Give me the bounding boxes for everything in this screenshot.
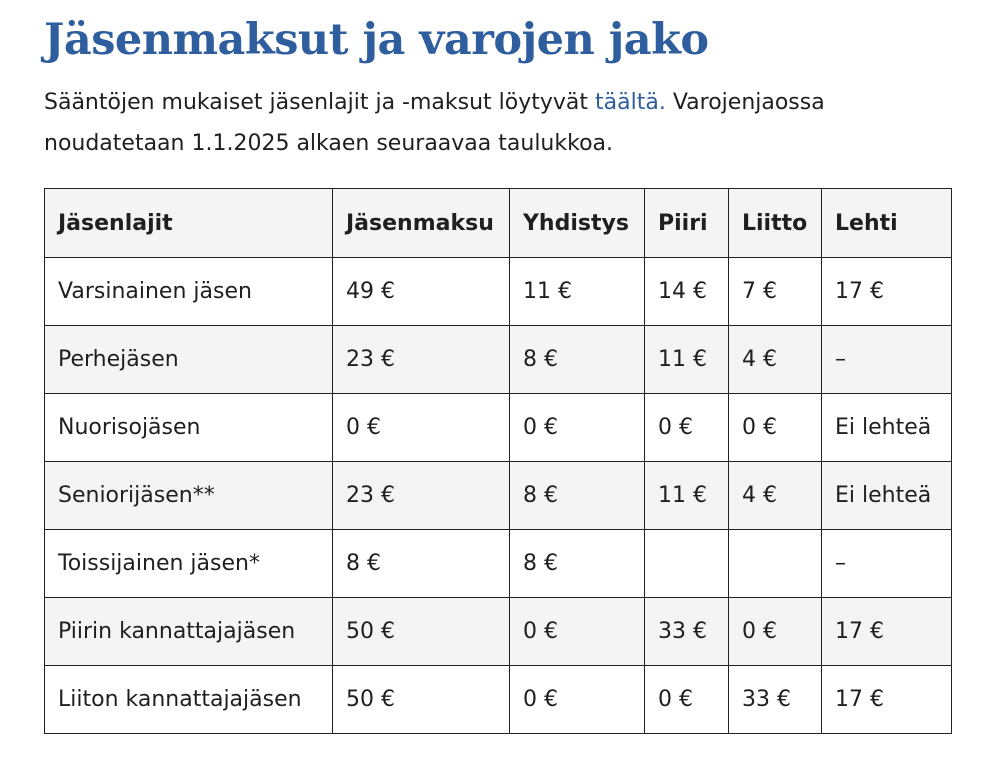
cell-member-type: Liiton kannattajajäsen bbox=[45, 666, 333, 734]
cell-membership-fee: 23 € bbox=[333, 462, 510, 530]
cell-association: 8 € bbox=[510, 462, 645, 530]
cell-magazine: Ei lehteä bbox=[822, 462, 952, 530]
header-magazine: Lehti bbox=[822, 189, 952, 258]
cell-federation: 7 € bbox=[729, 258, 822, 326]
table-header-row bbox=[45, 189, 952, 258]
cell-magazine: – bbox=[822, 326, 952, 394]
cell-district: 0 € bbox=[645, 394, 729, 462]
table-row bbox=[45, 394, 952, 462]
cell-federation: 4 € bbox=[729, 462, 822, 530]
table-row bbox=[45, 666, 952, 734]
table-row bbox=[45, 530, 952, 598]
cell-district bbox=[645, 530, 729, 598]
cell-federation: 4 € bbox=[729, 326, 822, 394]
header-federation: Liitto bbox=[729, 189, 822, 258]
cell-member-type: Perhejäsen bbox=[45, 326, 333, 394]
cell-membership-fee: 50 € bbox=[333, 598, 510, 666]
intro-paragraph bbox=[44, 82, 952, 164]
cell-member-type: Toissijainen jäsen* bbox=[45, 530, 333, 598]
table-row bbox=[45, 598, 952, 666]
cell-magazine: 17 € bbox=[822, 666, 952, 734]
header-district: Piiri bbox=[645, 189, 729, 258]
cell-association: 0 € bbox=[510, 598, 645, 666]
cell-association: 8 € bbox=[510, 530, 645, 598]
cell-magazine: Ei lehteä bbox=[822, 394, 952, 462]
cell-member-type: Varsinainen jäsen bbox=[45, 258, 333, 326]
cell-membership-fee: 8 € bbox=[333, 530, 510, 598]
cell-district: 14 € bbox=[645, 258, 729, 326]
cell-member-type: Nuorisojäsen bbox=[45, 394, 333, 462]
fee-distribution-table bbox=[44, 188, 952, 734]
cell-association: 8 € bbox=[510, 326, 645, 394]
cell-federation: 0 € bbox=[729, 598, 822, 666]
cell-association: 0 € bbox=[510, 666, 645, 734]
cell-district: 11 € bbox=[645, 462, 729, 530]
cell-federation: 33 € bbox=[729, 666, 822, 734]
cell-district: 11 € bbox=[645, 326, 729, 394]
article-content bbox=[44, 0, 952, 712]
cell-association: 11 € bbox=[510, 258, 645, 326]
cell-member-type: Piirin kannattajajäsen bbox=[45, 598, 333, 666]
intro-text-continued: Varojenjaossa noudatetaan 1.1.2025 alkaen seuraavaa taulukkoa. bbox=[44, 90, 825, 156]
header-membership-fee: Jäsenmaksu bbox=[333, 189, 510, 258]
cell-member-type: Seniorijäsen** bbox=[45, 462, 333, 530]
table-row bbox=[45, 326, 952, 394]
table-row bbox=[45, 462, 952, 530]
page-title: Jäsenmaksut ja varojen jako bbox=[44, 15, 709, 65]
intro-text: Sääntöjen mukaiset jäsenlajit ja -maksut löytyvät bbox=[44, 90, 596, 115]
cell-membership-fee: 0 € bbox=[333, 394, 510, 462]
cell-membership-fee: 23 € bbox=[333, 326, 510, 394]
header-member-type: Jäsenlajit bbox=[45, 189, 333, 258]
cell-association: 0 € bbox=[510, 394, 645, 462]
fees-link[interactable]: täältä. bbox=[595, 90, 666, 115]
cell-district: 33 € bbox=[645, 598, 729, 666]
cell-membership-fee: 49 € bbox=[333, 258, 510, 326]
cell-magazine: – bbox=[822, 530, 952, 598]
header-association: Yhdistys bbox=[510, 189, 645, 258]
cell-district: 0 € bbox=[645, 666, 729, 734]
cell-membership-fee: 50 € bbox=[333, 666, 510, 734]
cell-magazine: 17 € bbox=[822, 598, 952, 666]
cell-federation bbox=[729, 530, 822, 598]
cell-magazine: 17 € bbox=[822, 258, 952, 326]
cell-federation: 0 € bbox=[729, 394, 822, 462]
table-row bbox=[45, 258, 952, 326]
